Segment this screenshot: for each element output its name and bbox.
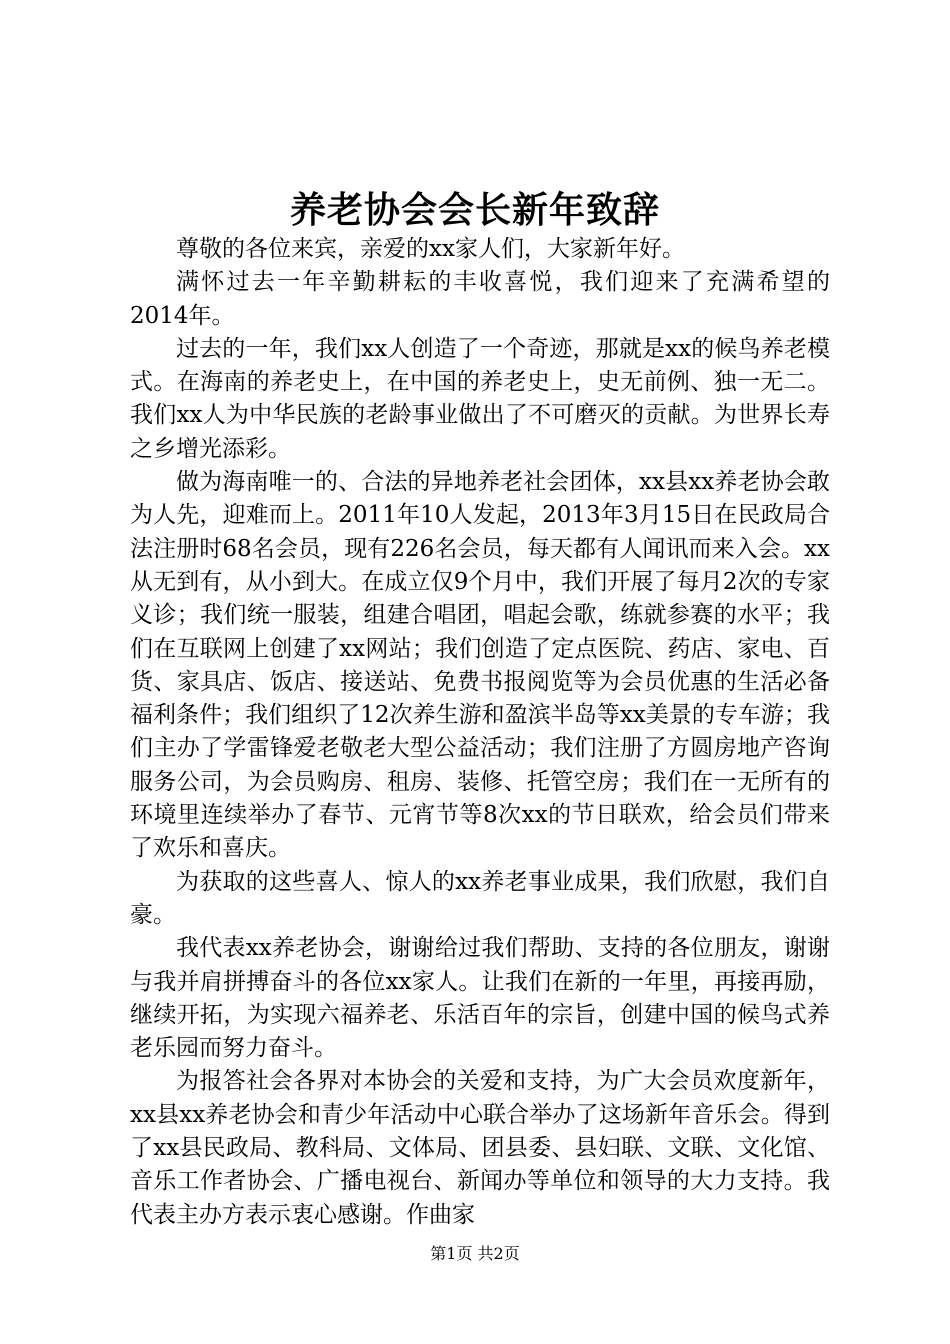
paragraph-achievements: 做为海南唯一的、合法的异地养老社会团体，xx县xx养老协会敢为人先，迎难而上。2011年10人发起，2013年3月15日在民政局合法注册时68名会员，现有226名会员，每天都有人闻讯而来入会。xx从无到有，从小到大。在成立仅9个月中，我们开展了每月2次的专家义诊；我们统一服装，组建合唱团，唱起会歌，练就参赛的水平；我们在互联网上创建了xx网站；我们创造了定点医院、药店、家电、百货、家具店、饭店、接送站、免费书报阅览等为会员优惠的生活必备福利条件；我们组织了12次养生游和盈滨半岛等xx美景的专车游；我们主办了学雷锋爱老敬老大型公益活动；我们注册了方圆房地产咨询服务公司，为会员购房、租房、装修、托管空房；我们在一无所有的环境里连续举办了春节、元宵节等8次xx的节日联欢，给会员们带来了欢乐和喜庆。 xyxy=(130,469,830,862)
page-number-footer: 第1页 共2页 xyxy=(430,1244,520,1263)
paragraph-greeting: 尊敬的各位来宾，亲爱的xx家人们，大家新年好。 xyxy=(176,236,685,262)
paragraph-concert: 为报答社会各界对本协会的关爱和支持，为广大会员欢度新年，xx县xx养老协会和青少年活动中心联合举办了这场新年音乐会。得到了xx县民政局、教科局、文体局、团县委、县妇联、文联、文化馆、音乐工作者协会、广播电视台、新闻办等单位和领导的大力支持。我代表主办方表示衷心感谢。作曲家 xyxy=(130,1068,830,1228)
paragraph-thanks: 我代表xx养老协会，谢谢给过我们帮助、支持的各位朋友，谢谢与我并肩拼搏奋斗的各位xx家人。让我们在新的一年里，再接再励，继续开拓，为实现六福养老、乐活百年的宗旨，创建中国的候鸟式养老乐园而努力奋斗。 xyxy=(130,935,830,1062)
paragraph-past-year: 过去的一年，我们xx人创造了一个奇迹，那就是xx的候鸟养老模式。在海南的养老史上，在中国的养老史上，史无前例、独一无二。我们xx人为中华民族的老龄事业做出了不可磨灭的贡献。为世界长寿之乡增光添彩。 xyxy=(130,335,830,462)
paragraph-new-year: 满怀过去一年辛勤耕耘的丰收喜悦，我们迎来了充满希望的2014年。 xyxy=(130,269,830,329)
document-title: 养老协会会长新年致辞 xyxy=(289,189,660,231)
document-body xyxy=(130,233,830,1232)
paragraph-pride: 为获取的这些喜人、惊人的xx养老事业成果，我们欣慰，我们自豪。 xyxy=(130,868,830,928)
